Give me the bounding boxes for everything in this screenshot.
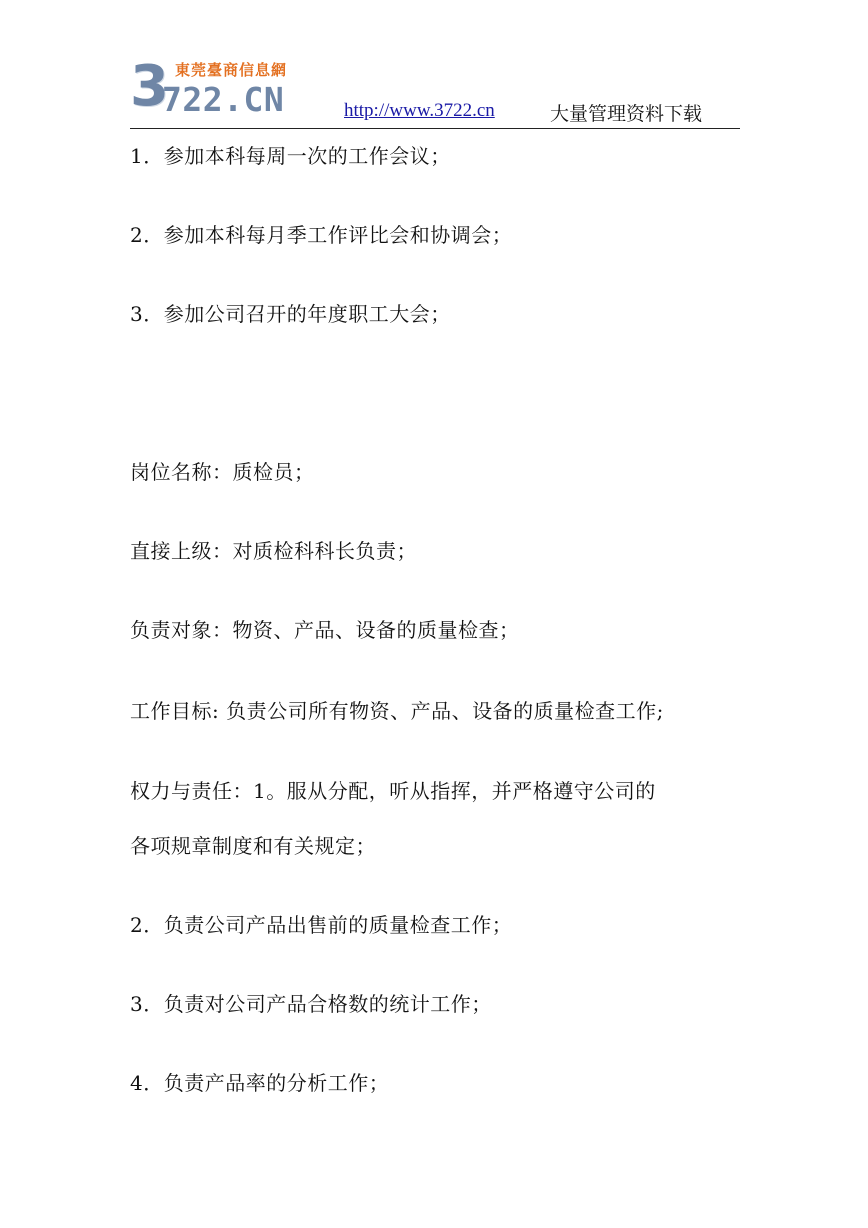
site-link[interactable]: http://www.3722.cn (344, 100, 495, 121)
site-slogan: 大量管理资料下载 (550, 103, 703, 125)
logo-domain: 722.CN (162, 80, 285, 119)
site-logo (130, 56, 310, 122)
body-line: 直接上级：对质检科科长负责； (130, 539, 417, 563)
body-line: 1．参加本科每周一次的工作会议； (130, 144, 451, 168)
body-line: 3．负责对公司产品合格数的统计工作； (130, 992, 492, 1016)
logo-tagline: 東莞臺商信息網 (175, 61, 288, 79)
body-line: 4．负责产品率的分析工作； (130, 1071, 390, 1095)
logo-number: 3 (130, 54, 169, 119)
body-line: 2．参加本科每月季工作评比会和协调会； (130, 223, 513, 247)
body-line: 工作目标: 负责公司所有物资、产品、设备的质量检查工作; (130, 699, 664, 723)
body-line: 2．负责公司产品出售前的质量检查工作； (130, 913, 513, 937)
body-line: 各项规章制度和有关规定； (130, 834, 376, 858)
body-line: 负责对象：物资、产品、设备的质量检查； (130, 618, 520, 642)
body-line: 岗位名称：质检员； (130, 460, 315, 484)
page-header (130, 56, 740, 129)
body-line: 3．参加公司召开的年度职工大会； (130, 302, 451, 326)
body-line: 权力与责任：1。服从分配，听从指挥，并严格遵守公司的 (130, 779, 656, 803)
